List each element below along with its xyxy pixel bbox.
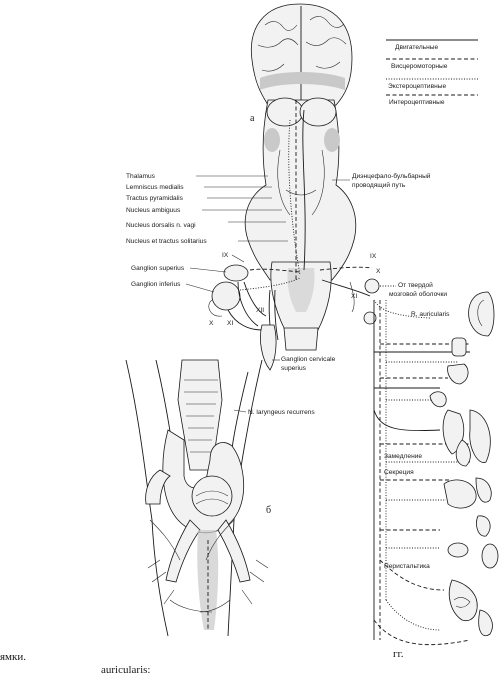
label-peristalsis: Перистальтика (384, 563, 430, 570)
svg-text:От твердой: От твердой (398, 282, 433, 289)
label-thalamus: Thalamus (126, 173, 155, 180)
auricular-branch (374, 292, 494, 336)
caption-fragment-right: гг. (393, 648, 404, 660)
effect-labels (384, 453, 430, 570)
brain-illustration (245, 4, 356, 330)
nerve-ix-left: IX (222, 252, 229, 259)
label-slowing: Замедление (384, 453, 423, 460)
svg-text:superius: superius (281, 365, 306, 372)
nerve-x-right: X (376, 268, 381, 275)
panel-label-b: б (266, 505, 272, 516)
label-nucleus-solitarius: Nucleus et tractus solitarius (126, 238, 207, 245)
label-nucleus-ambiguus: Nucleus ambiguus (126, 207, 181, 214)
nerve-xii: XII (256, 307, 265, 314)
caption-fragment-left: ямки. (0, 651, 27, 663)
label-lemniscus-medialis: Lemniscus medialis (126, 184, 184, 191)
left-labels (126, 173, 207, 245)
nerve-ix-right: IX (370, 253, 377, 260)
label-ganglion-inferius: Ganglion inferius (131, 281, 181, 288)
panel-label-a: а (250, 113, 255, 124)
label-tractus-pyramidalis: Tractus pyramidalis (126, 195, 183, 202)
nerve-xi-left: XI (227, 320, 234, 327)
laryngeus-label (234, 409, 315, 416)
nerve-xi-right: XI (351, 293, 358, 300)
svg-text:Диэнцефало-бульбарный: Диэнцефало-бульбарный (352, 173, 431, 180)
label-ganglion-cervicale: Ganglion cervicale (281, 356, 336, 363)
legend-motor: Двигательные (395, 44, 439, 51)
label-nucleus-dorsalis: Nucleus dorsalis n. vagi (126, 222, 196, 229)
label-secretion: Секреция (384, 469, 414, 476)
organs (430, 338, 498, 636)
legend-visceromotor: Висцеромоторные (391, 63, 448, 70)
svg-text:мозговой оболочки: мозговой оболочки (389, 291, 448, 298)
label-r-auricularis: R. auricularis (411, 311, 450, 318)
nerve-x-left: X (209, 320, 214, 327)
thorax-illustration (126, 360, 268, 636)
pathway-label (332, 172, 431, 189)
legend-interoceptive: Интероцептивные (389, 99, 445, 106)
caption-fragment-bottom: auricularis: (101, 664, 151, 676)
svg-text:N. laryngeus recurrens: N. laryngeus recurrens (248, 409, 315, 416)
svg-text:проводящий путь: проводящий путь (352, 182, 406, 189)
legend-exteroceptive: Экстероцептивные (388, 83, 447, 90)
dura-label (380, 281, 447, 298)
label-ganglion-superius: Ganglion superius (131, 265, 185, 272)
legend (386, 40, 478, 106)
